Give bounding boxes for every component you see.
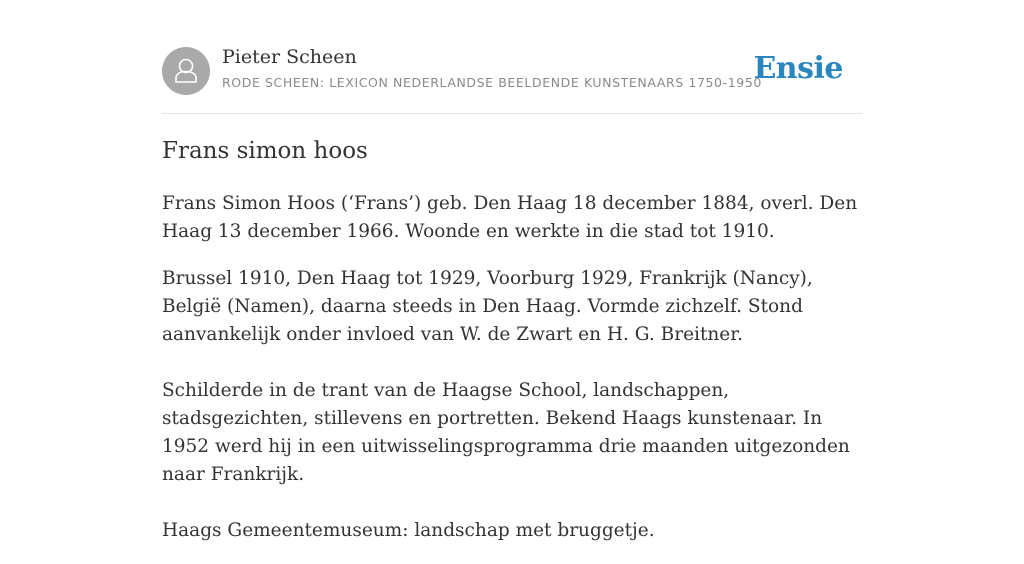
article-body <box>162 190 862 564</box>
entry-header <box>162 0 862 114</box>
article-title: Frans simon hoos <box>162 138 368 164</box>
user-silhouette-icon <box>162 47 210 95</box>
ensie-logo[interactable]: Ensie <box>753 51 843 86</box>
article-paragraph: Frans Simon Hoos (‘Frans’) geb. Den Haag 18 december 1884, overl. Den Haag 13 december 1966. Woonde en werkte in die stad tot 1910. <box>162 193 858 242</box>
source-title[interactable]: RODE SCHEEN: LEXICON NEDERLANDSE BEELDENDE KUNSTENAARS 1750-1950 <box>222 75 762 90</box>
author-avatar[interactable] <box>162 47 210 95</box>
article-paragraph: Brussel 1910, Den Haag tot 1929, Voorburg 1929, Frankrijk (Nancy), België (Namen), daarna steeds in Den Haag. Vormde zichzelf. Stond aanvankelijk onder invloed van W. de Zwart en H. G. Breitner. Schilderde in de trant van de Haagse School, landschappen, stadsgezichten, stillevens en portretten. Bekend Haags kunstenaar. In 1952 werd hij in een uitwisselingsprogramma drie maanden uitgezonden naar Frankrijk. Haags Gemeentemuseum: landschap met bruggetje. <box>162 268 850 541</box>
page-container <box>162 0 862 541</box>
author-name[interactable]: Pieter Scheen <box>222 46 357 68</box>
